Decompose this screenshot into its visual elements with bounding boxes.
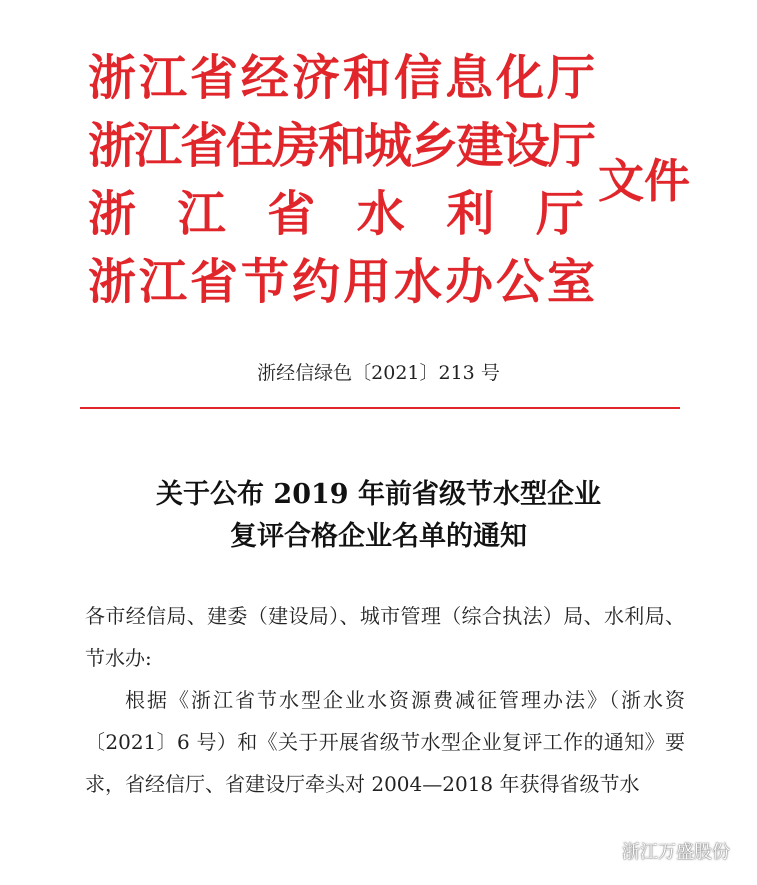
watermark-text: 浙江万盛股份 <box>622 842 730 863</box>
org-line-water-char: 省 <box>267 186 316 242</box>
org-line-water-char: 厅 <box>535 186 584 242</box>
wechat-watermark <box>592 838 730 864</box>
red-divider <box>80 407 680 409</box>
org-line-housing: 浙江省住房和城乡建设厅 <box>88 118 595 174</box>
document-label: 文件 <box>598 154 690 208</box>
wechat-icon <box>592 841 616 861</box>
org-line-water <box>88 184 584 244</box>
salutation: 各市经信局、建委（建设局）、城市管理（综合执法）局、水利局、节水办: <box>85 604 685 670</box>
title-line-2: 复评合格企业名单的通知 <box>230 521 527 552</box>
document-number: 浙经信绿色〔2021〕213 号 <box>257 362 500 384</box>
body-paragraph: 根据《浙江省节水型企业水资源费减征管理办法》（浙水资〔2021〕6 号）和《关于开展省级节水型企业复评工作的通知》要求，省经信厅、省建设厅牵头对 2004—2018 年获得省级节水 <box>85 688 685 796</box>
org-line-water-char: 水 <box>356 186 405 242</box>
document-title <box>0 474 757 558</box>
org-line-water-saving: 浙江省节约用水办公室 <box>88 254 599 310</box>
document-header <box>88 48 708 318</box>
document-body <box>85 595 685 805</box>
org-line-water-char: 利 <box>446 186 495 242</box>
org-line-economy: 浙江省经济和信息化厅 <box>88 50 599 106</box>
title-line-1: 关于公布 2019 年前省级节水型企业 <box>156 479 601 510</box>
org-line-water-char: 江 <box>177 186 226 242</box>
org-line-water-char: 浙 <box>88 186 137 242</box>
